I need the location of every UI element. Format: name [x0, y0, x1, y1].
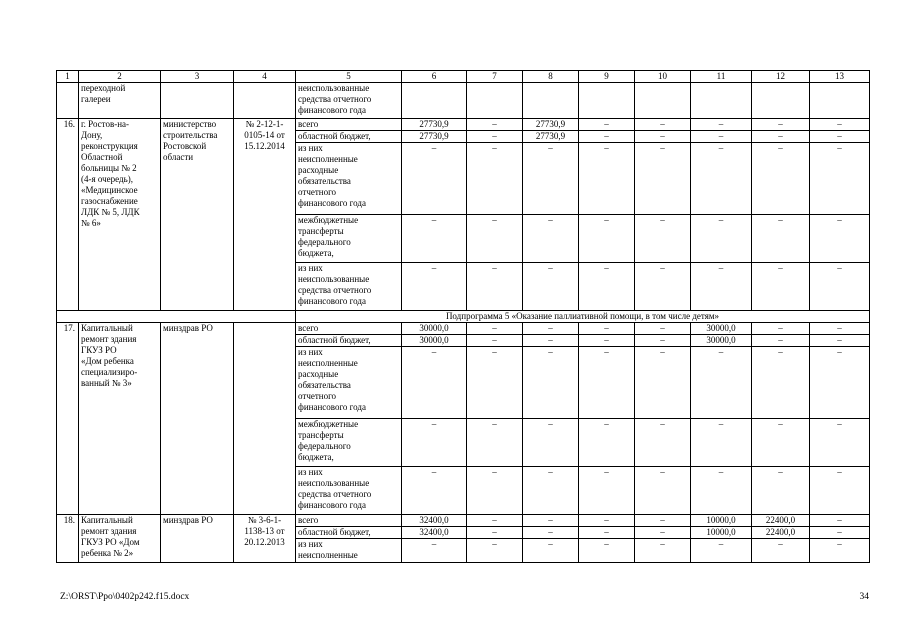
funding-source: из них неиспользованные средства отчетного финансового года	[296, 467, 402, 515]
amount-cell: –	[467, 347, 523, 419]
table-row	[57, 515, 870, 527]
funding-source: областной бюджет,	[296, 335, 402, 347]
amount-cell: –	[752, 467, 810, 515]
amount-cell: –	[635, 263, 691, 311]
column-header: 8	[523, 71, 579, 83]
item-index	[57, 83, 79, 119]
amount-cell: –	[579, 467, 635, 515]
amount-cell: 30000,0	[691, 323, 752, 335]
funding-source: неиспользованные средства отчетного финансового года	[296, 83, 402, 119]
amount-cell: –	[752, 323, 810, 335]
amount-cell: –	[635, 119, 691, 131]
subprogram-row	[57, 311, 870, 323]
funding-source: из них неисполненные расходные обязательства отчетного финансового года	[296, 143, 402, 215]
amount-cell: –	[467, 323, 523, 335]
funding-source: межбюджетные трансферты федерального бюджета,	[296, 215, 402, 263]
object-name: Капитальный ремонт здания ГКУЗ РО «Дом ребенка № 2»	[79, 515, 161, 563]
item-index: 18.	[57, 515, 79, 563]
amount-cell: –	[810, 539, 870, 563]
amount-cell	[467, 83, 523, 119]
document-ref	[234, 83, 296, 119]
amount-cell: 27730,9	[523, 131, 579, 143]
object-name: переходной галереи	[79, 83, 161, 119]
amount-cell: –	[752, 347, 810, 419]
amount-cell: –	[810, 323, 870, 335]
funding-source: всего	[296, 515, 402, 527]
amount-cell: –	[691, 467, 752, 515]
amount-cell: –	[579, 527, 635, 539]
amount-cell: –	[579, 335, 635, 347]
amount-cell: –	[579, 143, 635, 215]
column-header: 13	[810, 71, 870, 83]
amount-cell: –	[579, 515, 635, 527]
amount-cell: –	[810, 335, 870, 347]
column-header: 5	[296, 71, 402, 83]
header-row	[57, 71, 870, 83]
document-ref	[234, 323, 296, 515]
column-header: 10	[635, 71, 691, 83]
amount-cell: –	[691, 215, 752, 263]
amount-cell: –	[467, 515, 523, 527]
amount-cell: –	[810, 131, 870, 143]
amount-cell: 32400,0	[402, 527, 467, 539]
amount-cell: –	[691, 143, 752, 215]
amount-cell: 30000,0	[402, 323, 467, 335]
subprogram-title: Подпрограмма 5 «Оказание паллиативной помощи, в том числе детям»	[296, 311, 870, 323]
table-row	[57, 119, 870, 131]
amount-cell: –	[752, 419, 810, 467]
amount-cell: –	[752, 335, 810, 347]
amount-cell: –	[523, 323, 579, 335]
amount-cell: –	[467, 467, 523, 515]
amount-cell: –	[752, 119, 810, 131]
amount-cell	[579, 83, 635, 119]
amount-cell: –	[810, 467, 870, 515]
column-header: 3	[161, 71, 234, 83]
funding-source: из них неисполненные	[296, 539, 402, 563]
amount-cell: 27730,9	[523, 119, 579, 131]
subprogram-blank	[57, 311, 296, 323]
column-header: 6	[402, 71, 467, 83]
amount-cell	[402, 83, 467, 119]
amount-cell: –	[752, 131, 810, 143]
amount-cell: –	[635, 131, 691, 143]
column-header: 2	[79, 71, 161, 83]
amount-cell	[810, 83, 870, 119]
amount-cell: –	[635, 215, 691, 263]
document-ref: № 2-12-1- 0105-14 от 15.12.2014	[234, 119, 296, 311]
amount-cell: –	[467, 263, 523, 311]
amount-cell: –	[467, 527, 523, 539]
amount-cell: 22400,0	[752, 515, 810, 527]
customer	[161, 83, 234, 119]
amount-cell: –	[402, 467, 467, 515]
amount-cell	[691, 83, 752, 119]
amount-cell: 27730,9	[402, 131, 467, 143]
footer-file-path: Z:\ORST\Ppo\0402p242.f15.docx	[60, 592, 190, 602]
amount-cell: –	[635, 323, 691, 335]
amount-cell: 27730,9	[402, 119, 467, 131]
amount-cell: –	[635, 467, 691, 515]
funding-source: областной бюджет,	[296, 527, 402, 539]
funding-source: из них неиспользованные средства отчетного финансового года	[296, 263, 402, 311]
amount-cell: –	[467, 143, 523, 215]
amount-cell: –	[691, 263, 752, 311]
funding-source: всего	[296, 119, 402, 131]
amount-cell: –	[579, 419, 635, 467]
amount-cell: –	[810, 515, 870, 527]
amount-cell: –	[579, 119, 635, 131]
column-header: 11	[691, 71, 752, 83]
funding-source: из них неисполненные расходные обязательства отчетного финансового года	[296, 347, 402, 419]
document-ref: № 3-6-1- 1138-13 от 20.12.2013	[234, 515, 296, 563]
amount-cell	[752, 83, 810, 119]
customer: министерство строительства Ростовской области	[161, 119, 234, 311]
amount-cell: –	[752, 263, 810, 311]
amount-cell: –	[691, 347, 752, 419]
amount-cell: 10000,0	[691, 527, 752, 539]
amount-cell: –	[810, 263, 870, 311]
amount-cell: –	[523, 143, 579, 215]
amount-cell: –	[467, 335, 523, 347]
amount-cell: 10000,0	[691, 515, 752, 527]
object-name: г. Ростов-на- Дону, реконструкция Областной больницы № 2 (4-я очередь), «Медицинское газоснабжение ЛДК № 5, ЛДК № 6»	[79, 119, 161, 311]
amount-cell: –	[579, 323, 635, 335]
amount-cell: –	[467, 131, 523, 143]
amount-cell: –	[579, 131, 635, 143]
amount-cell: –	[467, 119, 523, 131]
item-index: 17.	[57, 323, 79, 515]
amount-cell: –	[523, 215, 579, 263]
table-row	[57, 83, 870, 119]
amount-cell: –	[810, 119, 870, 131]
amount-cell: –	[402, 347, 467, 419]
amount-cell: –	[691, 131, 752, 143]
funding-source: межбюджетные трансферты федерального бюджета,	[296, 419, 402, 467]
funding-source: всего	[296, 323, 402, 335]
item-index: 16.	[57, 119, 79, 311]
customer: минздрав РО	[161, 323, 234, 515]
amount-cell: –	[467, 539, 523, 563]
amount-cell: –	[402, 539, 467, 563]
amount-cell: –	[402, 263, 467, 311]
amount-cell: –	[402, 143, 467, 215]
table-row	[57, 323, 870, 335]
amount-cell: –	[752, 143, 810, 215]
amount-cell: –	[635, 515, 691, 527]
column-header: 9	[579, 71, 635, 83]
amount-cell: –	[523, 335, 579, 347]
amount-cell: –	[810, 143, 870, 215]
customer: минздрав РО	[161, 515, 234, 563]
amount-cell: –	[635, 419, 691, 467]
amount-cell: –	[691, 539, 752, 563]
amount-cell	[635, 83, 691, 119]
column-header: 12	[752, 71, 810, 83]
page-number: 34	[859, 592, 869, 602]
amount-cell: –	[691, 419, 752, 467]
amount-cell: 30000,0	[402, 335, 467, 347]
object-name: Капитальный ремонт здания ГКУЗ РО «Дом ребенка специализиро- ванный № 3»	[79, 323, 161, 515]
amount-cell: –	[579, 539, 635, 563]
amount-cell: –	[523, 347, 579, 419]
amount-cell: –	[810, 419, 870, 467]
amount-cell	[523, 83, 579, 119]
amount-cell: –	[402, 215, 467, 263]
amount-cell: –	[635, 335, 691, 347]
amount-cell: –	[752, 539, 810, 563]
amount-cell: –	[810, 215, 870, 263]
amount-cell: 30000,0	[691, 335, 752, 347]
funding-source: областной бюджет,	[296, 131, 402, 143]
amount-cell: –	[523, 539, 579, 563]
amount-cell: –	[752, 215, 810, 263]
column-header: 4	[234, 71, 296, 83]
amount-cell: –	[635, 347, 691, 419]
amount-cell: –	[523, 467, 579, 515]
amount-cell: –	[810, 347, 870, 419]
amount-cell: –	[467, 215, 523, 263]
amount-cell: –	[579, 263, 635, 311]
column-header: 7	[467, 71, 523, 83]
amount-cell: –	[635, 143, 691, 215]
amount-cell: –	[635, 527, 691, 539]
amount-cell: –	[467, 419, 523, 467]
amount-cell: –	[402, 419, 467, 467]
amount-cell: –	[579, 347, 635, 419]
amount-cell: –	[523, 419, 579, 467]
amount-cell: –	[635, 539, 691, 563]
amount-cell: –	[810, 527, 870, 539]
budget-table	[56, 70, 870, 563]
amount-cell: 22400,0	[752, 527, 810, 539]
amount-cell: –	[579, 215, 635, 263]
amount-cell: –	[523, 263, 579, 311]
amount-cell: –	[523, 515, 579, 527]
amount-cell: –	[691, 119, 752, 131]
amount-cell: 32400,0	[402, 515, 467, 527]
column-header: 1	[57, 71, 79, 83]
amount-cell: –	[523, 527, 579, 539]
